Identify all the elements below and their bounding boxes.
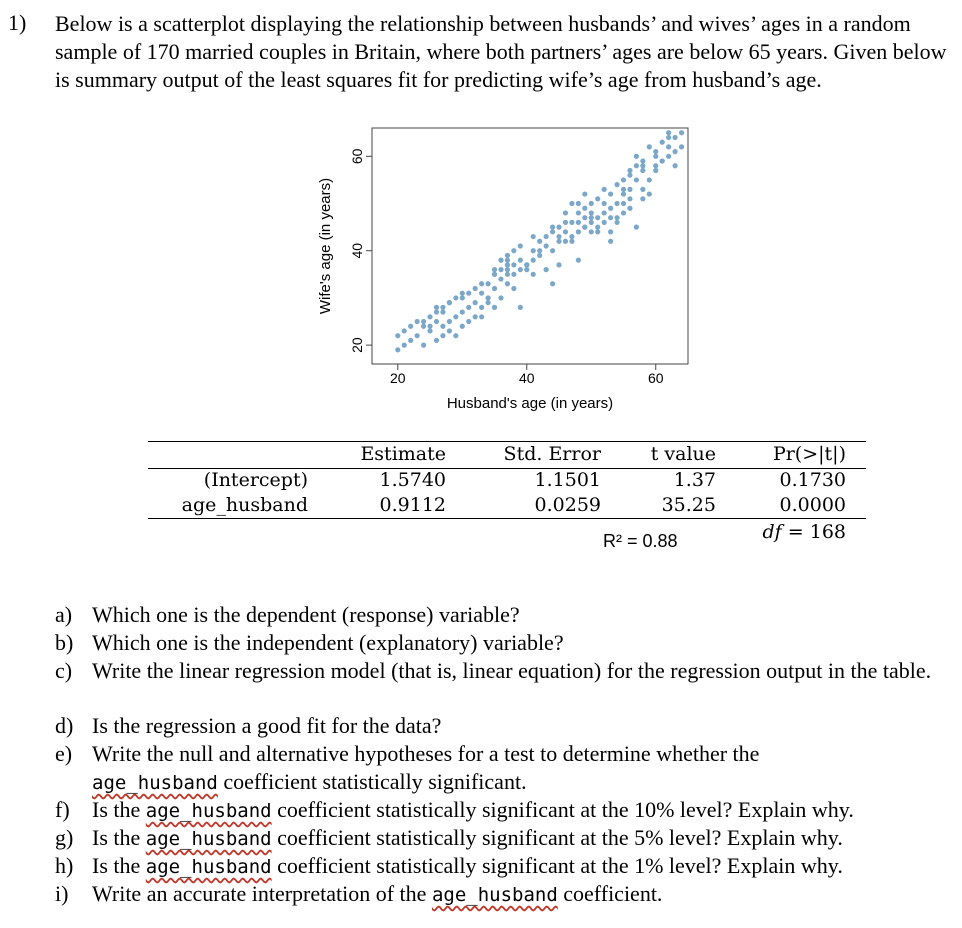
subquestion-label: c) — [55, 658, 73, 683]
data-point — [563, 210, 568, 215]
subquestion-text-pre: Write an accurate interpretation of the — [92, 881, 432, 906]
data-point — [524, 267, 529, 272]
subquestion-text: Is the regression a good fit for the data? — [92, 713, 442, 738]
subquestion-text — [92, 852, 952, 881]
data-point — [653, 168, 658, 173]
data-point — [550, 225, 555, 230]
data-point — [518, 258, 523, 263]
data-point — [421, 343, 426, 348]
data-point — [479, 281, 484, 286]
data-point — [556, 239, 561, 244]
data-point — [595, 196, 600, 201]
data-point — [673, 135, 678, 140]
data-point — [466, 305, 471, 310]
question-number: 1) — [8, 10, 27, 35]
age-husband-std-error: 0.0259 — [534, 494, 601, 516]
data-point — [576, 258, 581, 263]
data-point — [627, 168, 632, 173]
data-point — [518, 243, 523, 248]
subquestion-text-b: coefficient statistically significant. — [217, 769, 527, 794]
data-point — [589, 201, 594, 206]
subquestion-a — [55, 601, 955, 629]
data-point — [537, 248, 542, 253]
variable-name: age_husband — [92, 772, 218, 794]
data-point — [602, 201, 607, 206]
data-point — [647, 177, 652, 182]
data-point — [492, 272, 497, 277]
data-point — [621, 187, 626, 192]
data-point — [460, 295, 465, 300]
intercept-p-value: 0.1730 — [779, 469, 846, 491]
data-point — [505, 267, 510, 272]
data-point — [531, 248, 536, 253]
data-point — [453, 333, 458, 338]
data-point — [537, 239, 542, 244]
data-point — [621, 177, 626, 182]
row-name-intercept: (Intercept) — [203, 469, 308, 491]
data-point — [505, 272, 510, 277]
data-point — [634, 225, 639, 230]
scatterplot — [0, 0, 962, 440]
data-point — [627, 196, 632, 201]
header-p-value: Pr(>|t|) — [772, 443, 846, 465]
data-point — [511, 262, 516, 267]
subquestion-label: g) — [55, 825, 74, 850]
data-point — [485, 281, 490, 286]
subquestion-b — [55, 629, 955, 657]
data-point — [395, 333, 400, 338]
age-husband-p-value: 0.0000 — [779, 494, 846, 516]
data-point — [415, 333, 420, 338]
age-husband-estimate: 0.9112 — [379, 494, 446, 516]
data-point — [627, 187, 632, 192]
data-point — [453, 295, 458, 300]
data-point — [608, 215, 613, 220]
header-estimate: Estimate — [360, 443, 446, 465]
data-point — [608, 206, 613, 211]
data-point — [679, 144, 684, 149]
data-point — [595, 225, 600, 230]
data-point — [556, 234, 561, 239]
variable-name: age_husband — [145, 828, 272, 850]
subquestion-f — [55, 796, 955, 824]
data-point — [460, 291, 465, 296]
data-point — [434, 338, 439, 343]
data-point — [505, 262, 510, 267]
subquestion-text-pre: Is the — [92, 853, 146, 878]
data-point — [427, 324, 432, 329]
data-point — [602, 210, 607, 215]
degrees-of-freedom — [763, 521, 846, 543]
subquestion-text — [92, 740, 952, 797]
subquestion-text-post: coefficient statistically significant at the 5% level? Explain why. — [271, 825, 843, 850]
subquestion-text-post: coefficient statistically significant at the 1% level? Explain why. — [271, 853, 843, 878]
data-point — [608, 191, 613, 196]
subquestion-d — [55, 712, 955, 740]
data-point — [531, 234, 536, 239]
data-point — [614, 215, 619, 220]
data-point — [537, 253, 542, 258]
plot-frame — [372, 128, 688, 364]
data-point — [679, 130, 684, 135]
data-point — [544, 243, 549, 248]
subquestion-label: i) — [55, 881, 69, 906]
data-point — [485, 300, 490, 305]
data-point — [427, 328, 432, 333]
subquestion-c — [55, 657, 955, 713]
data-point — [653, 163, 658, 168]
table-bottom-rule — [148, 518, 866, 519]
subquestion-text-pre: Is the — [92, 825, 146, 850]
data-point — [479, 314, 484, 319]
data-point — [434, 309, 439, 314]
data-point — [408, 338, 413, 343]
x-tick-label: 60 — [647, 370, 664, 386]
data-point — [556, 262, 561, 267]
intercept-std-error: 1.1501 — [534, 469, 601, 491]
subquestion-i — [55, 880, 955, 908]
data-point — [440, 333, 445, 338]
subquestion-label: f) — [55, 797, 70, 822]
data-point — [492, 267, 497, 272]
data-point — [402, 328, 407, 333]
data-point — [479, 305, 484, 310]
data-point — [621, 191, 626, 196]
data-point — [640, 168, 645, 173]
data-point — [608, 239, 613, 244]
x-axis-label: Husband's age (in years) — [446, 395, 614, 412]
data-point — [440, 309, 445, 314]
subquestion-text — [92, 880, 952, 909]
data-point — [395, 347, 400, 352]
data-point — [582, 225, 587, 230]
data-point — [582, 191, 587, 196]
x-tick-label: 40 — [518, 370, 535, 386]
data-point — [498, 267, 503, 272]
subquestion-text: Which one is the dependent (response) variable? — [92, 602, 520, 627]
data-point — [498, 258, 503, 263]
variable-name: age_husband — [431, 884, 558, 906]
data-point — [563, 239, 568, 244]
data-point — [460, 309, 465, 314]
data-point — [550, 229, 555, 234]
data-point — [582, 215, 587, 220]
age-husband-t-value: 35.25 — [661, 494, 716, 516]
df-label: df — [762, 521, 782, 543]
data-point — [453, 314, 458, 319]
data-point — [544, 234, 549, 239]
data-point — [614, 182, 619, 187]
subquestion-label: a) — [55, 602, 73, 627]
subquestion-text: Write the linear regression model (that is, linear equation) for the regression output in the table. — [92, 658, 932, 683]
data-point — [531, 272, 536, 277]
subquestion-text-pre: Is the — [92, 797, 146, 822]
data-point — [415, 319, 420, 324]
data-point — [440, 324, 445, 329]
data-point — [498, 276, 503, 281]
data-point — [550, 281, 555, 286]
data-point — [660, 158, 665, 163]
data-point — [576, 229, 581, 234]
data-point — [647, 191, 652, 196]
data-point — [563, 220, 568, 225]
subquestion-text-a: Write the null and alternative hypotheses for a test to determine whether the — [92, 741, 760, 766]
data-point — [576, 220, 581, 225]
subquestion-text — [92, 796, 952, 825]
data-point — [576, 210, 581, 215]
data-point — [460, 324, 465, 329]
data-point — [466, 319, 471, 324]
regression-table — [148, 440, 866, 550]
data-point — [576, 201, 581, 206]
data-point — [505, 258, 510, 263]
data-point — [473, 286, 478, 291]
subquestion-e — [55, 740, 955, 796]
table-top-rule — [148, 441, 866, 442]
data-point — [653, 154, 658, 159]
variable-name: age_husband — [145, 800, 272, 822]
data-point — [666, 135, 671, 140]
data-point — [569, 201, 574, 206]
data-point — [550, 248, 555, 253]
data-point — [518, 267, 523, 272]
data-point — [563, 229, 568, 234]
subquestion-label: d) — [55, 713, 74, 738]
data-point — [614, 220, 619, 225]
subquestion-text-post: coefficient statistically significant at the 10% level? Explain why. — [271, 797, 854, 822]
y-axis-label: Wife's age (in years) — [317, 177, 334, 315]
data-point — [653, 149, 658, 154]
data-point — [511, 248, 516, 253]
y-tick-label: 40 — [349, 242, 365, 259]
data-point — [595, 229, 600, 234]
data-point — [511, 272, 516, 277]
data-point — [447, 300, 452, 305]
data-point — [589, 220, 594, 225]
data-point — [427, 314, 432, 319]
data-point — [666, 130, 671, 135]
y-tick-label: 20 — [349, 337, 365, 353]
intercept-t-value: 1.37 — [673, 469, 716, 491]
data-point — [466, 291, 471, 296]
data-point — [589, 229, 594, 234]
data-point — [621, 210, 626, 215]
data-point — [479, 291, 484, 296]
subquestion-text: Which one is the independent (explanatory) variable? — [92, 630, 564, 655]
subquestion-label: h) — [55, 853, 74, 878]
data-point — [634, 154, 639, 159]
subquestion-text-post: coefficient. — [557, 881, 663, 906]
data-point — [518, 305, 523, 310]
data-point — [634, 163, 639, 168]
data-point — [505, 281, 510, 286]
data-point — [595, 215, 600, 220]
data-point — [666, 144, 671, 149]
data-point — [589, 215, 594, 220]
data-point — [498, 295, 503, 300]
data-point — [511, 286, 516, 291]
data-point — [492, 305, 497, 310]
data-point — [421, 324, 426, 329]
subquestion-label: b) — [55, 630, 74, 655]
data-point — [524, 262, 529, 267]
data-point — [434, 319, 439, 324]
data-point — [673, 163, 678, 168]
data-point — [473, 300, 478, 305]
data-point — [402, 343, 407, 348]
data-point — [569, 220, 574, 225]
df-value: = 168 — [787, 521, 846, 543]
data-point — [582, 206, 587, 211]
data-point — [447, 328, 452, 333]
data-point — [569, 239, 574, 244]
data-point — [614, 201, 619, 206]
data-point — [485, 295, 490, 300]
data-point — [440, 305, 445, 310]
data-point — [492, 286, 497, 291]
data-point — [505, 253, 510, 258]
variable-name: age_husband — [145, 856, 272, 878]
data-point — [634, 177, 639, 182]
data-point — [556, 225, 561, 230]
question-text: Below is a scatterplot displaying the relationship between husbands’ and wives’ ages in a random sample of 170 married couples in Britain, where both partners’ ages are below 65 years. Given below is summary output of the least squares fit for predicting wife’s age from husband’s age. — [55, 11, 947, 92]
data-point — [569, 234, 574, 239]
data-point — [608, 229, 613, 234]
data-point — [434, 305, 439, 310]
data-point — [602, 187, 607, 192]
row-name-age-husband: age_husband — [181, 494, 308, 516]
data-point — [589, 210, 594, 215]
data-point — [602, 220, 607, 225]
data-point — [621, 201, 626, 206]
data-point — [647, 144, 652, 149]
data-point — [666, 154, 671, 159]
subquestion-h — [55, 852, 955, 880]
data-point — [531, 258, 536, 263]
data-point — [640, 163, 645, 168]
subquestion-g — [55, 824, 955, 852]
data-point — [544, 267, 549, 272]
intercept-estimate: 1.5740 — [379, 469, 446, 491]
header-std-error: Std. Error — [503, 443, 601, 465]
data-point — [640, 187, 645, 192]
data-point — [627, 173, 632, 178]
data-point — [660, 140, 665, 145]
data-point — [640, 158, 645, 163]
r-squared: R² = 0.88 — [603, 531, 678, 551]
x-tick-label: 20 — [390, 370, 406, 386]
data-point — [673, 149, 678, 154]
header-t-value: t value — [650, 443, 716, 465]
data-point — [408, 324, 413, 329]
y-tick-label: 60 — [349, 148, 365, 165]
data-point — [421, 319, 426, 324]
data-point — [627, 206, 632, 211]
data-point — [447, 319, 452, 324]
data-point — [473, 314, 478, 319]
data-point — [640, 196, 645, 201]
subquestion-text — [92, 824, 952, 853]
subquestion-label: e) — [55, 741, 73, 766]
